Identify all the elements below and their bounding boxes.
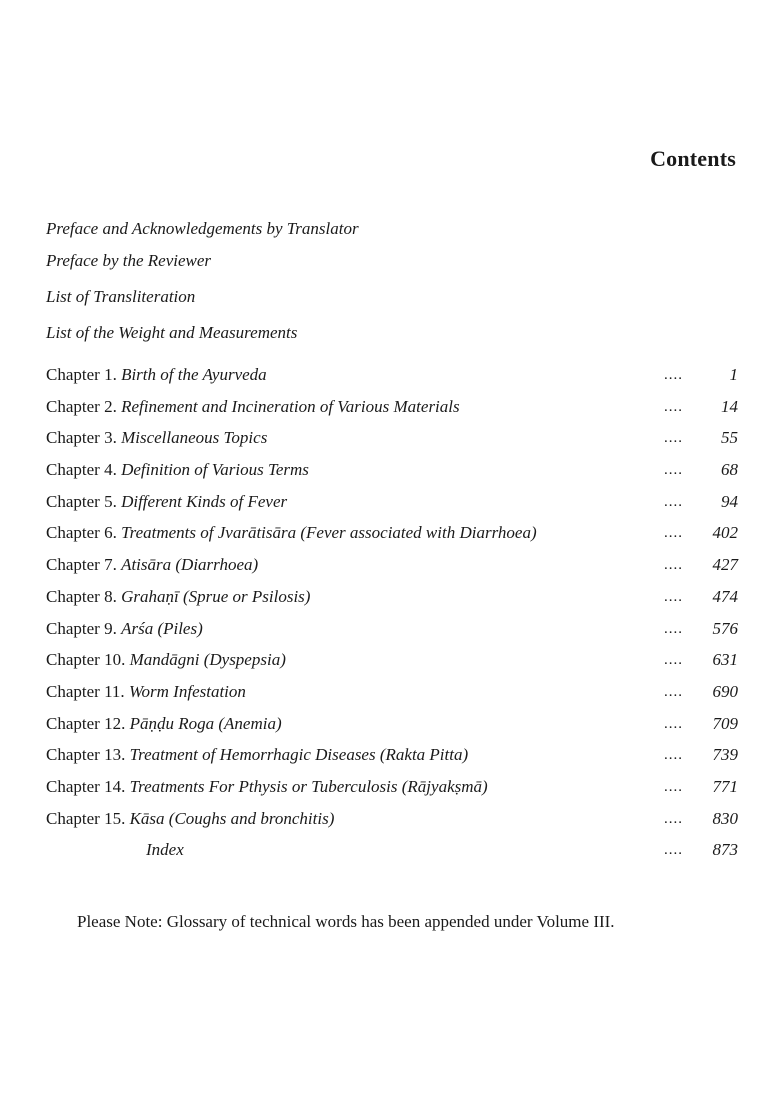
toc-entry bbox=[46, 743, 738, 775]
chapter-number: Chapter 15. bbox=[46, 808, 126, 828]
toc-entry bbox=[46, 490, 738, 522]
page-number: 771 bbox=[712, 776, 738, 796]
leader-dots: .... bbox=[664, 652, 683, 669]
chapter-title: Mandāgni (Dyspepsia) bbox=[129, 650, 286, 670]
chapter-number: Chapter 13. bbox=[46, 745, 126, 765]
toc-entry bbox=[46, 363, 738, 395]
chapter-number: Chapter 3. bbox=[46, 428, 117, 448]
toc-entry bbox=[46, 395, 738, 427]
leader-dots: .... bbox=[664, 462, 683, 479]
page-number: 427 bbox=[712, 555, 738, 575]
chapter-number: Chapter 10. bbox=[46, 650, 126, 670]
index-title: Index bbox=[146, 840, 184, 860]
chapter-title: Birth of the Ayurveda bbox=[121, 365, 267, 384]
chapter-title: Pāṇḍu Roga (Anemia) bbox=[129, 713, 282, 733]
leader-dots: .... bbox=[664, 367, 683, 383]
page-number: 873 bbox=[712, 840, 738, 860]
chapter-number: Chapter 14. bbox=[46, 776, 126, 796]
chapter-title: Different Kinds of Fever bbox=[121, 491, 288, 511]
leader-dots: .... bbox=[664, 493, 683, 510]
leader-dots: .... bbox=[664, 715, 683, 732]
page-number: 690 bbox=[712, 681, 738, 701]
leader-dots: .... bbox=[664, 620, 683, 637]
table-of-contents bbox=[46, 363, 738, 870]
chapter-title: Miscellaneous Topics bbox=[121, 428, 268, 448]
chapter-number: Chapter 2. bbox=[46, 396, 117, 416]
page-number: 402 bbox=[712, 523, 738, 543]
front-matter-item: Preface by the Reviewer bbox=[46, 251, 212, 270]
page-number: 68 bbox=[721, 460, 738, 480]
chapter-number: Chapter 8. bbox=[46, 586, 117, 606]
chapter-title: Treatments of Jvarātisāra (Fever associated with Diarrhoea) bbox=[121, 523, 537, 543]
page-number: 830 bbox=[712, 808, 738, 828]
chapter-number: Chapter 4. bbox=[46, 460, 117, 480]
chapter-title: Worm Infestation bbox=[128, 681, 246, 701]
front-matter-list bbox=[46, 219, 359, 343]
page-number: 94 bbox=[721, 491, 738, 511]
leader-dots: .... bbox=[664, 778, 683, 795]
page-number: 474 bbox=[712, 586, 738, 606]
chapter-title: Refinement and Incineration of Various Materials bbox=[121, 396, 460, 416]
page-number: 709 bbox=[712, 713, 738, 733]
chapter-number: Chapter 1. bbox=[46, 365, 117, 384]
chapter-title: Definition of Various Terms bbox=[121, 460, 309, 480]
leader-dots: .... bbox=[664, 430, 683, 447]
toc-entry bbox=[46, 585, 738, 617]
toc-entry bbox=[46, 617, 738, 649]
chapter-title: Treatment of Hemorrhagic Diseases (Rakta Pitta) bbox=[129, 745, 469, 765]
toc-entry bbox=[46, 553, 738, 585]
leader-dots: .... bbox=[664, 525, 683, 542]
page-number: 631 bbox=[712, 650, 738, 670]
chapter-title: Treatments For Pthysis or Tuberculosis (Rājyakṣmā) bbox=[129, 776, 488, 796]
chapter-title: Grahaṇī (Sprue or Psilosis) bbox=[121, 586, 311, 606]
chapter-number: Chapter 7. bbox=[46, 555, 117, 575]
toc-entry bbox=[46, 712, 738, 744]
page-title: Contents bbox=[650, 146, 736, 171]
page-number: 739 bbox=[712, 745, 738, 765]
page-number: 14 bbox=[721, 396, 738, 416]
page-number: 576 bbox=[712, 618, 738, 638]
page-number: 55 bbox=[721, 428, 738, 448]
footnote: Please Note: Glossary of technical words has been appended under Volume III. bbox=[77, 912, 615, 931]
leader-dots: .... bbox=[664, 588, 683, 605]
leader-dots: .... bbox=[664, 810, 683, 827]
front-matter-item: List of Transliteration bbox=[46, 287, 196, 306]
chapter-title: Atisāra (Diarrhoea) bbox=[121, 555, 259, 575]
leader-dots: .... bbox=[664, 842, 683, 859]
toc-entry bbox=[46, 807, 738, 839]
page-number: 1 bbox=[729, 365, 738, 384]
front-matter-item: List of the Weight and Measurements bbox=[46, 323, 298, 342]
toc-entry bbox=[46, 648, 738, 680]
toc-entry-index bbox=[46, 838, 738, 870]
toc-entry bbox=[46, 458, 738, 490]
chapter-number: Chapter 5. bbox=[46, 491, 117, 511]
toc-entry bbox=[46, 521, 738, 553]
chapter-number: Chapter 11. bbox=[46, 681, 125, 701]
leader-dots: .... bbox=[664, 683, 683, 700]
chapter-number: Chapter 6. bbox=[46, 523, 117, 543]
chapter-number: Chapter 12. bbox=[46, 713, 126, 733]
front-matter-item: Preface and Acknowledgements by Translator bbox=[46, 219, 359, 238]
leader-dots: .... bbox=[664, 557, 683, 574]
leader-dots: .... bbox=[664, 398, 683, 415]
chapter-number: Chapter 9. bbox=[46, 618, 117, 638]
leader-dots: .... bbox=[664, 747, 683, 764]
toc-entry bbox=[46, 426, 738, 458]
toc-entry bbox=[46, 680, 738, 712]
toc-entry bbox=[46, 775, 738, 807]
chapter-title: Arśa (Piles) bbox=[121, 618, 203, 638]
chapter-title: Kāsa (Coughs and bronchitis) bbox=[129, 808, 335, 828]
